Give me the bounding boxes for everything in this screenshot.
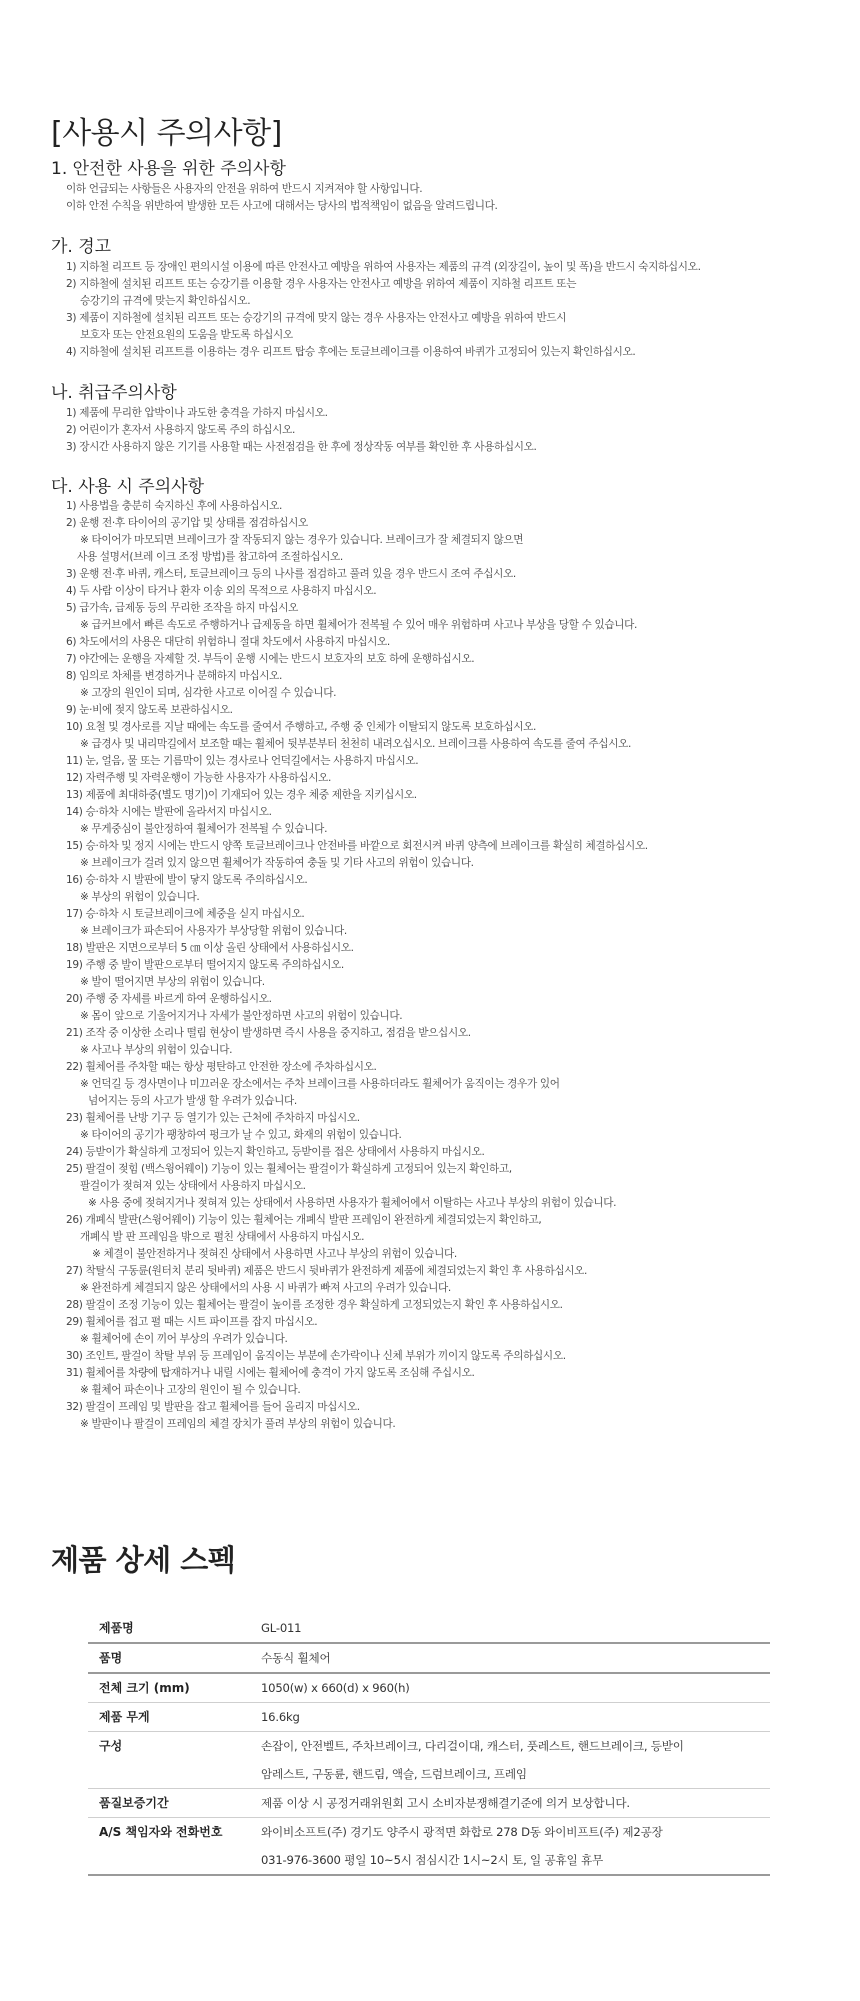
caution-line: 개폐식 발 판 프레임을 밖으로 펼친 상태에서 사용하지 마십시오. (80, 1231, 365, 1243)
caution-line: 24) 등받이가 확실하게 고정되어 있는지 확인하고, 등받이를 접은 상태에서 사용하지 마십시오. (66, 1146, 485, 1158)
spec-label: 품명 (99, 1651, 123, 1665)
caution-line: 15) 승·하차 및 정지 시에는 반드시 양쪽 토글브레이크나 안전바를 바깥으로 회전시켜 바퀴 양측에 브레이크를 확실히 체결하십시오. (66, 840, 648, 852)
caution-line: 보호자 또는 안전요원의 도움을 받도록 하십시오 (80, 329, 293, 341)
caution-line: ※ 사용 중에 젖혀지거나 젖혀져 있는 상태에서 사용하면 사용자가 휠체어에서 이탈하는 사고나 부상의 위험이 있습니다. (88, 1197, 617, 1209)
spec-value (261, 1643, 770, 1673)
caution-line: 23) 휠체어를 난방 기구 등 열기가 있는 근처에 주차하지 마십시오. (66, 1112, 360, 1124)
caution-line: 이하 언급되는 사항들은 사용자의 안전을 위하여 반드시 지켜져야 할 사항입니다. (66, 183, 423, 195)
spec-value-line: 제품 이상 시 공정거래위원회 고시 소비자분쟁해결기준에 의거 보상합니다. (261, 1796, 630, 1810)
spec-value-line: 031-976-3600 평일 10~5시 점심시간 1시~2시 토, 일 공휴일 휴무 (261, 1853, 604, 1867)
caution-line: 이하 안전 수칙을 위반하여 발생한 모든 사고에 대해서는 당사의 법적책임이 없음을 알려드립니다. (66, 200, 498, 212)
caution-line: 5) 급가속, 급제동 등의 무리한 조작을 하지 마십시오 (66, 602, 298, 614)
spec-label: 구성 (99, 1739, 123, 1753)
section-warning-lines (0, 259, 701, 361)
caution-line: 3) 운행 전·후 바퀴, 캐스터, 토글브레이크 등의 나사를 점검하고 풀려 있을 경우 반드시 조여 주십시오. (66, 568, 516, 580)
spec-table (88, 1614, 770, 1876)
spec-row (88, 1818, 770, 1876)
spec-row (88, 1789, 770, 1818)
caution-line: ※ 완전하게 체결되지 않은 상태에서의 사용 시 바퀴가 빠져 사고의 우려가 있습니다. (80, 1282, 451, 1294)
spec-value-line: 암레스트, 구동륜, 핸드림, 액슬, 드럼브레이크, 프레임 (261, 1767, 527, 1781)
caution-line: 사용 설명서(브레 이크 조정 방법)를 참고하여 조절하십시오. (77, 551, 343, 563)
caution-line: ※ 발판이나 팔걸이 프레임의 체결 장치가 풀려 부상의 위험이 있습니다. (80, 1418, 396, 1430)
caution-line: 4) 두 사람 이상이 타거나 환자 이송 외의 목적으로 사용하지 마십시오. (66, 585, 377, 597)
caution-line: ※ 무게중심이 불안정하여 휠체어가 전복될 수 있습니다. (80, 823, 328, 835)
caution-line: 4) 지하철에 설치된 리프트를 이용하는 경우 리프트 탑승 후에는 토글브레이크를 이용하여 바퀴가 고정되어 있는지 확인하십시오. (66, 346, 636, 358)
section-safety-lines (0, 181, 498, 215)
caution-line: 16) 승·하차 시 발판에 발이 닿지 않도록 주의하십시오. (66, 874, 308, 886)
spec-value-line: 와이비소프트(주) 경기도 양주시 광적면 화합로 278 D동 와이비프트(주) 제2공장 (261, 1825, 663, 1839)
section-heading-usage: 다. 사용 시 주의사항 (51, 477, 204, 497)
caution-line: ※ 사고나 부상의 위험이 있습니다. (80, 1044, 233, 1056)
spec-value (261, 1732, 770, 1789)
caution-line: 6) 차도에서의 사용은 대단히 위험하니 절대 차도에서 사용하지 마십시오. (66, 636, 390, 648)
caution-line: 12) 자력주행 및 자력운행이 가능한 사용자가 사용하십시오. (66, 772, 332, 784)
spec-value (261, 1789, 770, 1818)
spec-value-line: 1050(w) x 660(d) x 960(h) (261, 1681, 410, 1695)
section-heading-warning: 가. 경고 (51, 237, 112, 257)
spec-value-line: 수동식 휠체어 (261, 1651, 331, 1665)
section-handling-lines (0, 405, 537, 456)
spec-value (261, 1818, 770, 1876)
spec-value (261, 1673, 770, 1703)
caution-line: 26) 개폐식 발판(스윙어웨이) 기능이 있는 휠체어는 개폐식 발판 프레임이 완전하게 체결되었는지 확인하고, (66, 1214, 542, 1226)
caution-line: ※ 휠체어에 손이 끼어 부상의 우려가 있습니다. (80, 1333, 288, 1345)
caution-line: ※ 언덕길 등 경사면이나 미끄러운 장소에서는 주차 브레이크를 사용하더라도 휠체어가 움직이는 경우가 있어 (80, 1078, 560, 1090)
spec-row (88, 1643, 770, 1673)
caution-line: 31) 휠체어를 차량에 탑재하거나 내릴 시에는 휠체어에 충격이 가지 않도록 조심해 주십시오. (66, 1367, 475, 1379)
page-title: [사용시 주의사항] (51, 116, 282, 151)
caution-line: 8) 임의로 차체를 변경하거나 분해하지 마십시오. (66, 670, 283, 682)
caution-line: 21) 조작 중 이상한 소리나 떨림 현상이 발생하면 즉시 사용을 중지하고, 점검을 받으십시오. (66, 1027, 471, 1039)
caution-line: 22) 휠체어를 주차할 때는 항상 평탄하고 안전한 장소에 주차하십시오. (66, 1061, 377, 1073)
spec-label: 제품 무게 (99, 1710, 150, 1724)
spec-row (88, 1673, 770, 1703)
caution-line: 27) 착탈식 구동륜(원터치 분리 뒷바퀴) 제품은 반드시 뒷바퀴가 완전하게 제품에 체결되었는지 확인 후 사용하십시오. (66, 1265, 588, 1277)
section-heading-safety: 1. 안전한 사용을 위한 주의사항 (51, 159, 286, 179)
caution-line: ※ 타이어가 마모되면 브레이크가 잘 작동되지 않는 경우가 있습니다. 브레이크가 잘 체결되지 않으면 (80, 534, 524, 546)
caution-line: ※ 타이어의 공기가 팽창하여 펑크가 날 수 있고, 화재의 위험이 있습니다. (80, 1129, 402, 1141)
caution-line: 32) 팔걸이 프레임 및 발판을 잡고 휠체어를 들어 올리지 마십시오. (66, 1401, 360, 1413)
caution-line: 2) 어린이가 혼자서 사용하지 않도록 주의 하십시오. (66, 424, 295, 436)
caution-line: 2) 지하철에 설치된 리프트 또는 승강기를 이용할 경우 사용자는 안전사고 예방을 위하여 제품이 지하철 리프트 또는 (66, 278, 577, 290)
caution-line: 1) 사용법을 충분히 숙지하신 후에 사용하십시오. (66, 500, 283, 512)
caution-line: 14) 승·하차 시에는 발판에 올라서지 마십시오. (66, 806, 272, 818)
caution-line: 3) 장시간 사용하지 않은 기기를 사용할 때는 사전점검을 한 후에 정상작동 여부를 확인한 후 사용하십시오. (66, 441, 537, 453)
caution-line: ※ 브레이크가 파손되어 사용자가 부상당할 위험이 있습니다. (80, 925, 347, 937)
caution-line: 9) 눈·비에 젖지 않도록 보관하십시오. (66, 704, 233, 716)
spec-value-line: 16.6kg (261, 1710, 300, 1724)
caution-line: 팔걸이가 젖혀져 있는 상태에서 사용하지 마십시오. (80, 1180, 306, 1192)
caution-line: 25) 팔걸이 젖힘 (백스윙어웨이) 기능이 있는 휠체어는 팔걸이가 확실하게 고정되어 있는지 확인하고, (66, 1163, 512, 1175)
caution-line: 3) 제품이 지하철에 설치된 리프트 또는 승강기의 규격에 맞지 않는 경우 사용자는 안전사고 예방을 위하여 반드시 (66, 312, 567, 324)
caution-line: 20) 주행 중 자세를 바르게 하여 운행하십시오. (66, 993, 272, 1005)
caution-line: 28) 팔걸이 조정 기능이 있는 휠체어는 팔걸이 높이를 조정한 경우 확실하게 고정되었는지 확인 후 사용하십시오. (66, 1299, 563, 1311)
caution-line: ※ 휠체어 파손이나 고장의 원인이 될 수 있습니다. (80, 1384, 301, 1396)
spec-value (261, 1614, 770, 1643)
caution-line: 18) 발판은 지면으로부터 5 ㎝ 이상 올린 상태에서 사용하십시오. (66, 942, 354, 954)
caution-line: 10) 요철 및 경사로를 지날 때에는 속도를 줄여서 주행하고, 주행 중 인체가 이탈되지 않도록 보호하십시오. (66, 721, 537, 733)
spec-row (88, 1703, 770, 1732)
spec-title: 제품 상세 스펙 (51, 1543, 236, 1577)
caution-line: ※ 몸이 앞으로 기울어지거나 자세가 불안정하면 사고의 위험이 있습니다. (80, 1010, 403, 1022)
caution-line: 13) 제품에 최대하중(별도 명기)이 기재되어 있는 경우 체중 제한을 지키십시오. (66, 789, 417, 801)
caution-line: 승강기의 규격에 맞는지 확인하십시오. (80, 295, 251, 307)
spec-label: 품질보증기간 (99, 1796, 169, 1810)
spec-label: 전체 크기 (mm) (99, 1681, 190, 1695)
caution-line: 2) 운행 전·후 타이어의 공기압 및 상태를 점검하십시오 (66, 517, 308, 529)
caution-line: 1) 지하철 리프트 등 장애인 편의시설 이용에 따른 안전사고 예방을 위하여 사용자는 제품의 규격 (외장길이, 높이 및 폭)을 반드시 숙지하십시오. (66, 261, 701, 273)
caution-line: ※ 급커브에서 빠른 속도로 주행하거나 급제동을 하면 휠체어가 전복될 수 있어 매우 위험하며 사고나 부상을 당할 수 있습니다. (80, 619, 638, 631)
caution-line: 30) 조인트, 팔걸이 착탈 부위 등 프레임이 움직이는 부분에 손가락이나 신체 부위가 끼이지 않도록 주의하십시오. (66, 1350, 566, 1362)
caution-line: 29) 휠체어를 접고 펼 때는 시트 파이프를 잡지 마십시오. (66, 1316, 318, 1328)
caution-line: ※ 체결이 불안전하거나 젖혀진 상태에서 사용하면 사고나 부상의 위험이 있습니다. (92, 1248, 457, 1260)
caution-line: 11) 눈, 얼음, 물 또는 기름막이 있는 경사로나 언덕길에서는 사용하지 마십시오. (66, 755, 419, 767)
section-usage-lines (0, 498, 648, 1433)
caution-line: 19) 주행 중 발이 발판으로부터 떨어지지 않도록 주의하십시오. (66, 959, 344, 971)
caution-line: ※ 부상의 위험이 있습니다. (80, 891, 200, 903)
caution-line: ※ 발이 떨어지면 부상의 위험이 있습니다. (80, 976, 265, 988)
section-heading-handling: 나. 취급주의사항 (51, 383, 177, 403)
caution-line: ※ 브레이크가 걸려 있지 않으면 휠체어가 작동하여 충돌 및 기타 사고의 위험이 있습니다. (80, 857, 474, 869)
spec-value-line: 손잡이, 안전벨트, 주차브레이크, 다리걸이대, 캐스터, 풋레스트, 핸드브레이크, 등받이 (261, 1739, 684, 1753)
caution-line: 넘어지는 등의 사고가 발생 할 우려가 있습니다. (88, 1095, 297, 1107)
spec-row (88, 1614, 770, 1643)
spec-value (261, 1703, 770, 1732)
caution-line: ※ 고장의 원인이 되며, 심각한 사고로 이어질 수 있습니다. (80, 687, 337, 699)
spec-value-line: GL-011 (261, 1621, 302, 1635)
caution-line: 1) 제품에 무리한 압박이나 과도한 충격을 가하지 마십시오. (66, 407, 328, 419)
spec-label: A/S 책임자와 전화번호 (99, 1825, 223, 1839)
spec-label: 제품명 (99, 1621, 134, 1635)
caution-line: ※ 급경사 및 내리막길에서 보조할 때는 휠체어 뒷부분부터 천천히 내려오십시오. 브레이크를 사용하여 속도를 줄여 주십시오. (80, 738, 631, 750)
caution-line: 17) 승·하차 시 토글브레이크에 체중을 싣지 마십시오. (66, 908, 305, 920)
caution-line: 7) 야간에는 운행을 자제할 것. 부득이 운행 시에는 반드시 보호자의 보호 하에 운행하십시오. (66, 653, 475, 665)
spec-row (88, 1732, 770, 1789)
